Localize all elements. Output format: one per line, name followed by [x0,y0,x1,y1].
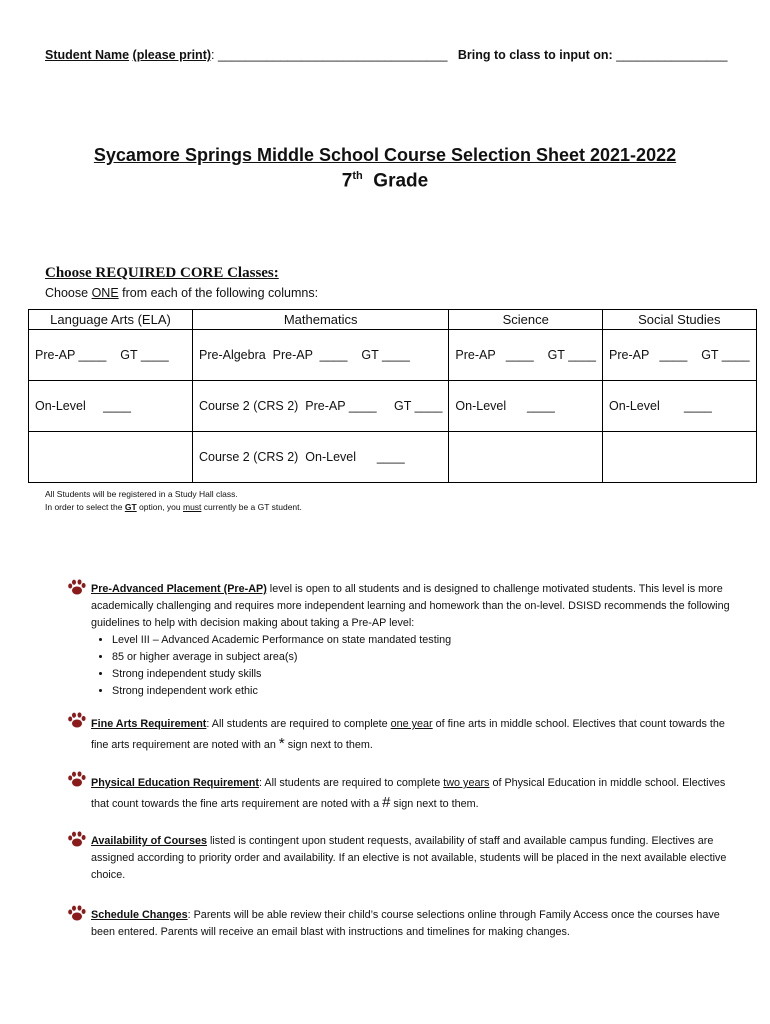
table-cell [603,432,757,483]
paw-print-icon [67,904,87,922]
table-cell[interactable]: Pre-AP ____ GT ____ [29,330,193,381]
grade-number: 7 [341,170,353,192]
schedule-text [91,907,737,941]
table-cell [29,432,193,483]
availability-title: Availability of Courses [91,835,207,847]
student-name-label: Student Name [45,48,130,62]
availability-body: listed is contingent upon student requests, availability of staff and available campus funding. Electives are assigned according to priority order and availability. If an elective is not available, students will be placed in the next available elective choice. [91,835,727,881]
fine-arts-body-b: of fine arts in middle school. Electives that count towards the fine arts requirement are noted with an [91,718,725,751]
student-name-field[interactable]: _________________________________ [218,48,448,62]
table-row [29,432,757,483]
table-header-row [29,310,757,330]
choose-one-emphasis: ONE [91,286,119,300]
schedule-title: Schedule Changes [91,909,188,921]
schedule-body: : Parents will be able review their child’s course selections online through Family Access once the courses have been entered. Parents will receive an email blast with instructions and timelines for making changes. [91,909,720,938]
column-header-science: Science [449,310,603,330]
table-row [29,330,757,381]
grade-heading [0,170,770,192]
gt-note [45,502,302,512]
table-cell [449,432,603,483]
preap-title: Pre-Advanced Placement (Pre-AP) [91,583,267,595]
preap-guidelines-list [67,632,737,700]
paw-print-icon [67,830,87,848]
paw-print-icon [67,711,87,729]
study-hall-note: All Students will be registered in a Study Hall class. [45,489,238,499]
table-cell[interactable]: On-Level ____ [29,381,193,432]
pe-title: Physical Education Requirement [91,777,259,789]
paw-print-icon [67,770,87,788]
fine-arts-body-c: sign next to them. [284,739,373,751]
fine-arts-text [91,714,737,755]
pe-body-b: of Physical Education in middle school. Electives that count towards the fine arts requirement are noted with a [91,777,726,810]
pe-section [67,773,737,814]
core-classes-heading: Choose REQUIRED CORE Classes: [45,265,279,281]
choose-suffix: from each of the following columns: [118,286,319,300]
table-cell[interactable]: On-Level ____ [603,381,757,432]
gt-note-must: must [182,502,202,512]
table-cell[interactable]: On-Level ____ [449,381,603,432]
column-header-math: Mathematics [193,310,449,330]
page-title: Sycamore Springs Middle School Course Selection Sheet 2021-2022 [93,145,677,165]
core-classes-table [28,309,757,483]
column-header-social-studies: Social Studies [603,310,757,330]
column-header-ela: Language Arts (ELA) [29,310,193,330]
fine-arts-title: Fine Arts Requirement [91,718,207,730]
availability-text [91,833,737,884]
name-colon: : [211,48,215,62]
gt-note-prefix: In order to select the [45,502,125,512]
pe-body-a: : All students are required to complete [259,777,444,789]
table-cell[interactable]: Course 2 (CRS 2) Pre-AP ____ GT ____ [193,381,449,432]
asterisk-mark: * [278,735,285,752]
preap-text [91,581,737,632]
table-cell[interactable]: Pre-AP ____ GT ____ [603,330,757,381]
availability-section [67,833,737,884]
bring-to-class-label: Bring to class to input on: [457,48,613,62]
grade-suffix: th [352,170,363,182]
schedule-changes-section [67,907,737,941]
pe-text [91,773,737,814]
fine-arts-emphasis: one year [390,718,433,730]
table-cell[interactable]: Pre-AP ____ GT ____ [449,330,603,381]
pe-body-c: sign next to them. [390,798,479,810]
gt-note-gt: GT [124,502,137,512]
list-item: • Level III – Advanced Academic Performance on state mandated testing [112,632,737,649]
please-print-label: (please print) [132,48,212,62]
list-item: • Strong independent study skills [112,666,737,683]
hash-mark: # [382,794,391,811]
student-info-line [45,48,727,62]
table-cell[interactable]: Pre-Algebra Pre-AP ____ GT ____ [193,330,449,381]
list-item: • Strong independent work ethic [112,683,737,700]
choose-prefix: Choose [45,286,92,300]
paw-print-icon [67,578,87,596]
fine-arts-section [67,714,737,755]
table-row [29,381,757,432]
preap-body: level is open to all students and is designed to challenge motivated students. This level is more academically challenging and requires more independent learning and homework than the on-level. DSISD recommends the following guidelines to help with decision making about taking a Pre-AP level: [91,583,730,629]
fine-arts-body-a: : All students are required to complete [206,718,391,730]
input-date-field[interactable]: ________________ [616,48,728,62]
gt-note-middle: option, you [136,502,183,512]
list-item: • 85 or higher average in subject area(s) [112,649,737,666]
pe-emphasis: two years [443,777,490,789]
table-cell[interactable]: Course 2 (CRS 2) On-Level ____ [193,432,449,483]
grade-label: Grade [373,170,429,192]
preap-section [67,581,737,700]
gt-note-suffix: currently be a GT student. [201,502,302,512]
choose-instructions [45,286,318,300]
